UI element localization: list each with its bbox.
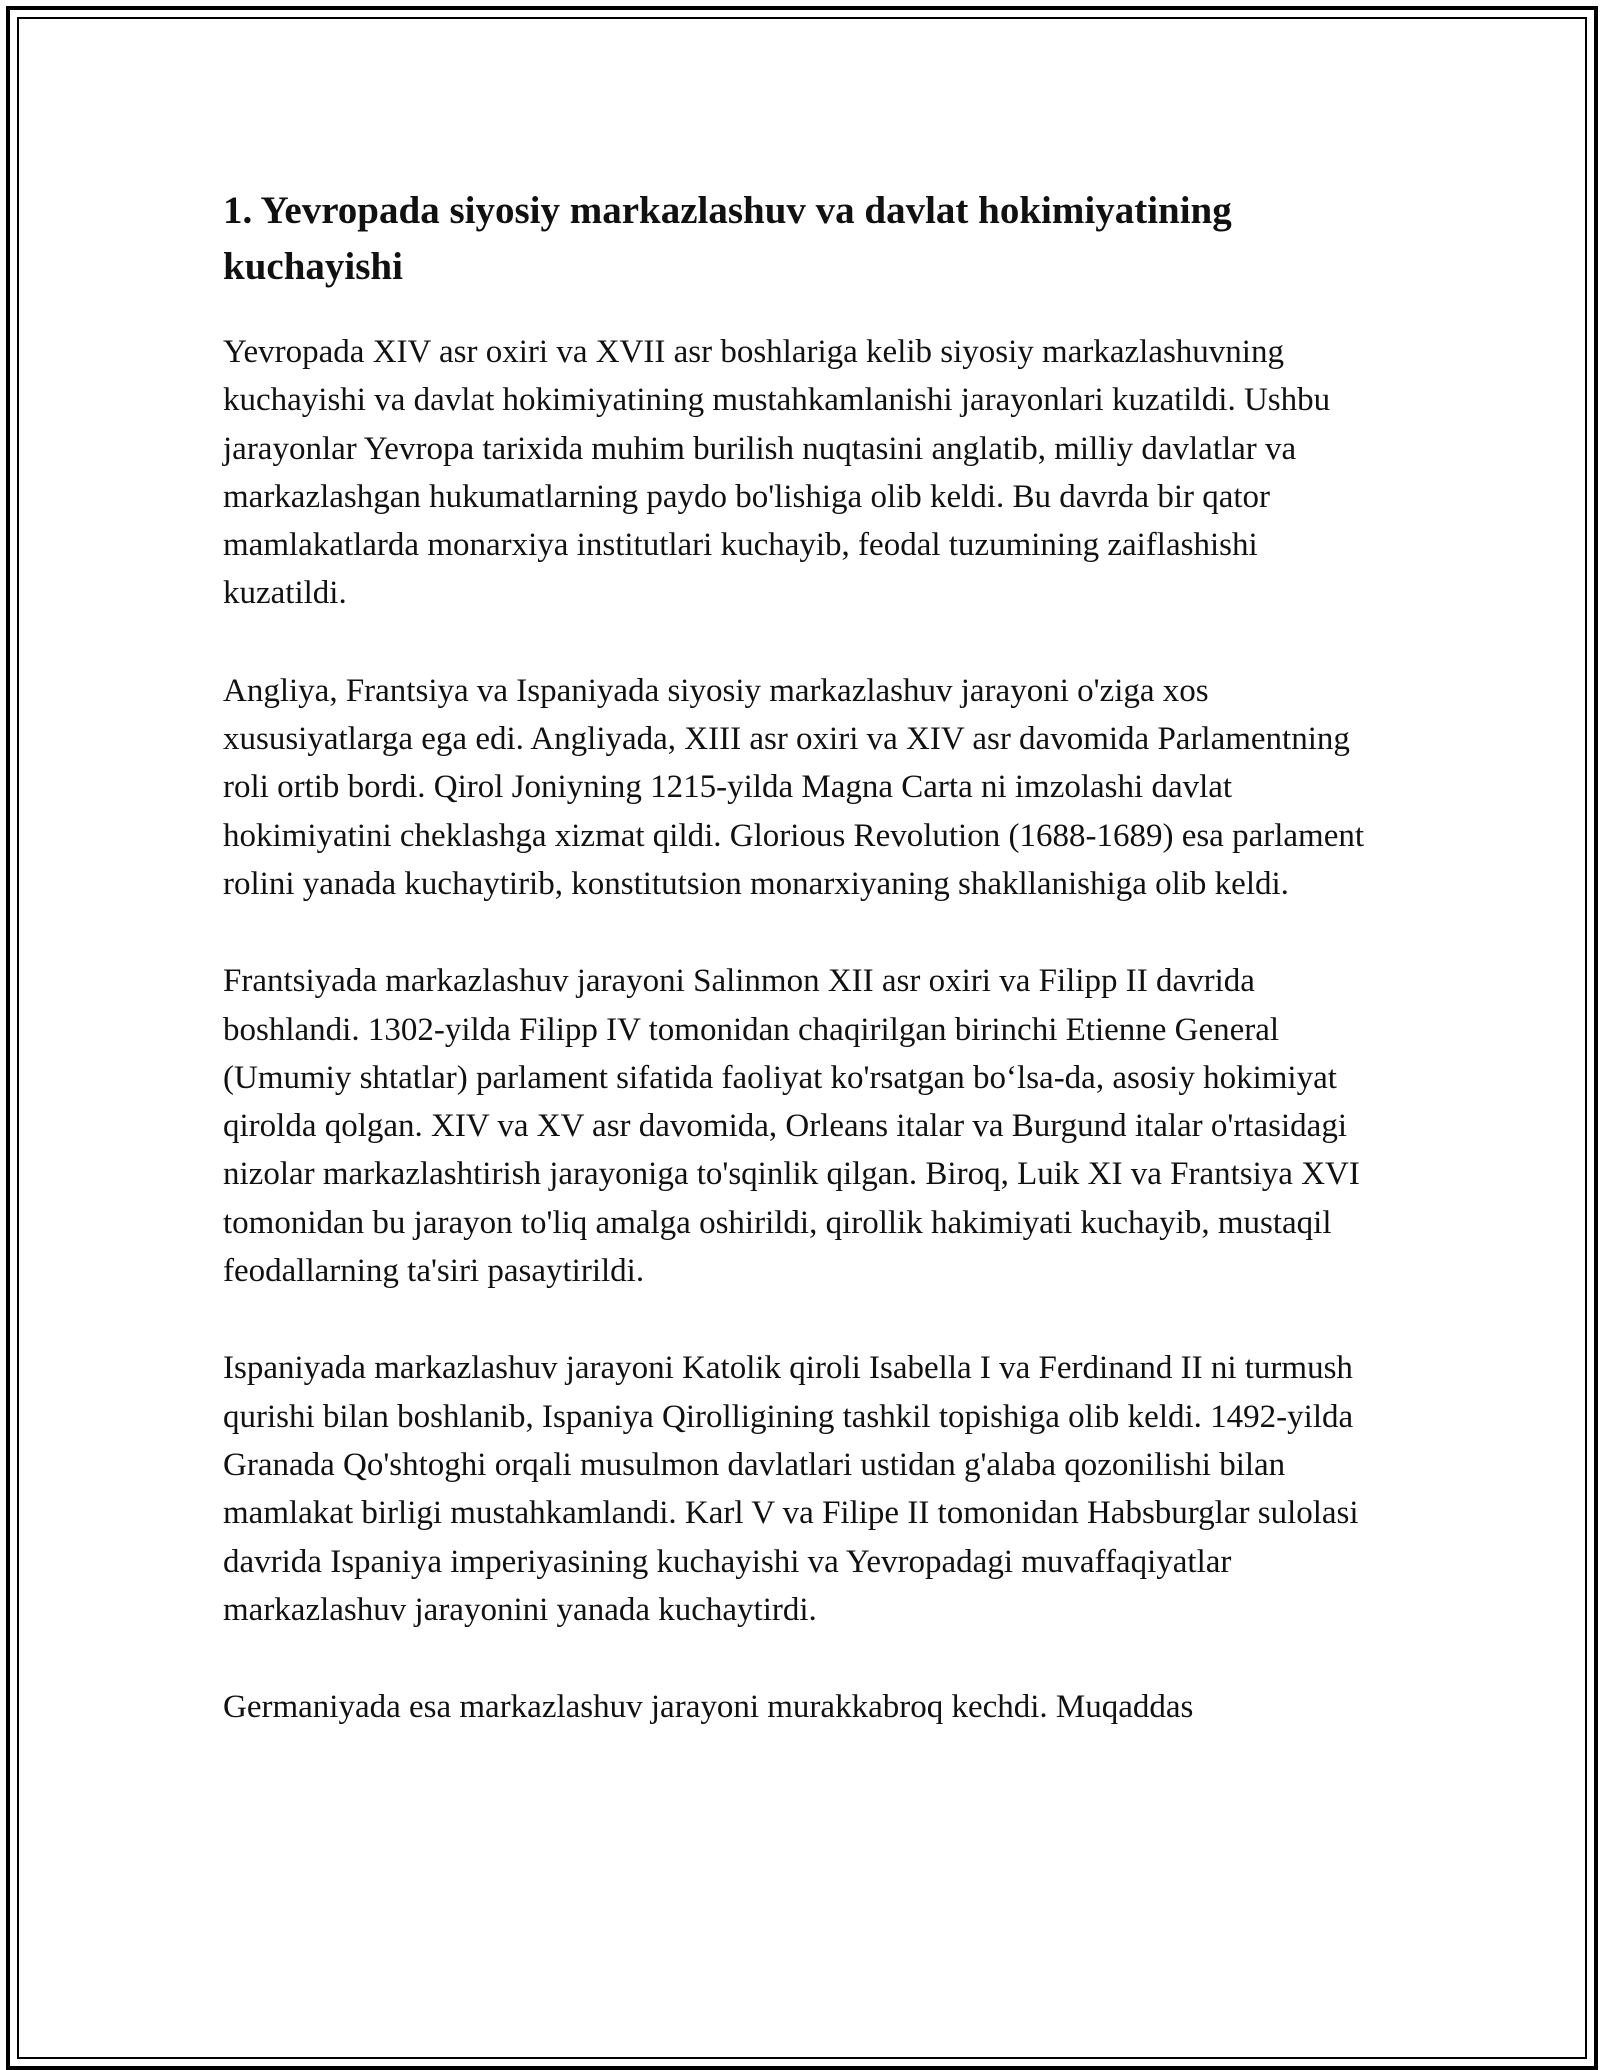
paragraph-intro: Yevropada XIV asr oxiri va XVII asr boshlariga kelib siyosiy markazlashuvning kuchayishi va davlat hokimiyatining mustahkamlanishi jarayonlari kuzatildi. Ushbu jarayonlar Yevropa tarixida muhim burilish nuqtasini anglatib, milliy davlatlar va markazlashgan hukumatlarning paydo bo'lishiga olib keldi. Bu davrda bir qator mamlakatlarda monarxiya institutlari kuchayib, feodal tuzumining zaiflashishi kuzatildi.	[223, 334, 1331, 612]
document-body	[223, 183, 1383, 1780]
paragraph-france: Frantsiyada markazlashuv jarayoni Salinmon XII asr oxiri va Filipp II davrida boshlandi. 1302-yilda Filipp IV tomonidan chaqirilgan birinchi Etienne General (Umumiy shtatlar) parlament sifatida faoliyat ko'rsatgan bo‘lsa-da, asosiy hokimiyat qirolda qolgan. XIV va XV asr davomida, Orleans italar va Burgund italar o'rtasidagi nizolar markazlashtirish jarayoniga to'sqinlik qilgan. Biroq, Luik XI va Frantsiya XVI tomonidan bu jarayon to'liq amalga oshirildi, qirollik hakimiyati kuchayib, mustaqil feodallarning ta'siri pasaytirildi.	[223, 963, 1360, 1290]
paragraph-england: Angliya, Frantsiya va Ispaniyada siyosiy markazlashuv jarayoni o'ziga xos xususiyatlarga ega edi. Angliyada, XIII asr oxiri va XIV asr davomida Parlamentning roli ortib bordi. Qirol Joniyning 1215-yilda Magna Carta ni imzolashi davlat hokimiyatini cheklashga xizmat qildi. Glorious Revolution (1688-1689) esa parlament rolini yanada kuchaytirib, konstitutsion monarxiyaning shakllanishiga olib keldi.	[223, 672, 1365, 902]
paragraph-germany: Germaniyada esa markazlashuv jarayoni murakkabroq kechdi. Muqaddas	[223, 1689, 1194, 1726]
section-heading: 1. Yevropada siyosiy markazlashuv va davlat hokimiyatining kuchayishi	[223, 189, 1232, 288]
paragraph-spain: Ispaniyada markazlashuv jarayoni Katolik qiroli Isabella I va Ferdinand II ni turmush qurishi bilan boshlanib, Ispaniya Qirolligining tashkil topishiga olib keldi. 1492-yilda Granada Qo'shtoghi orqali musulmon davlatlari ustidan g'alaba qozonilishi bilan mamlakat birligi mustahkamlandi. Karl V va Filipe II tomonidan Habsburglar sulolasi davrida Ispaniya imperiyasining kuchayishi va Yevropadagi muvaffaqiyatlar markazlashuv jarayonini yanada kuchaytirdi.	[223, 1350, 1359, 1628]
